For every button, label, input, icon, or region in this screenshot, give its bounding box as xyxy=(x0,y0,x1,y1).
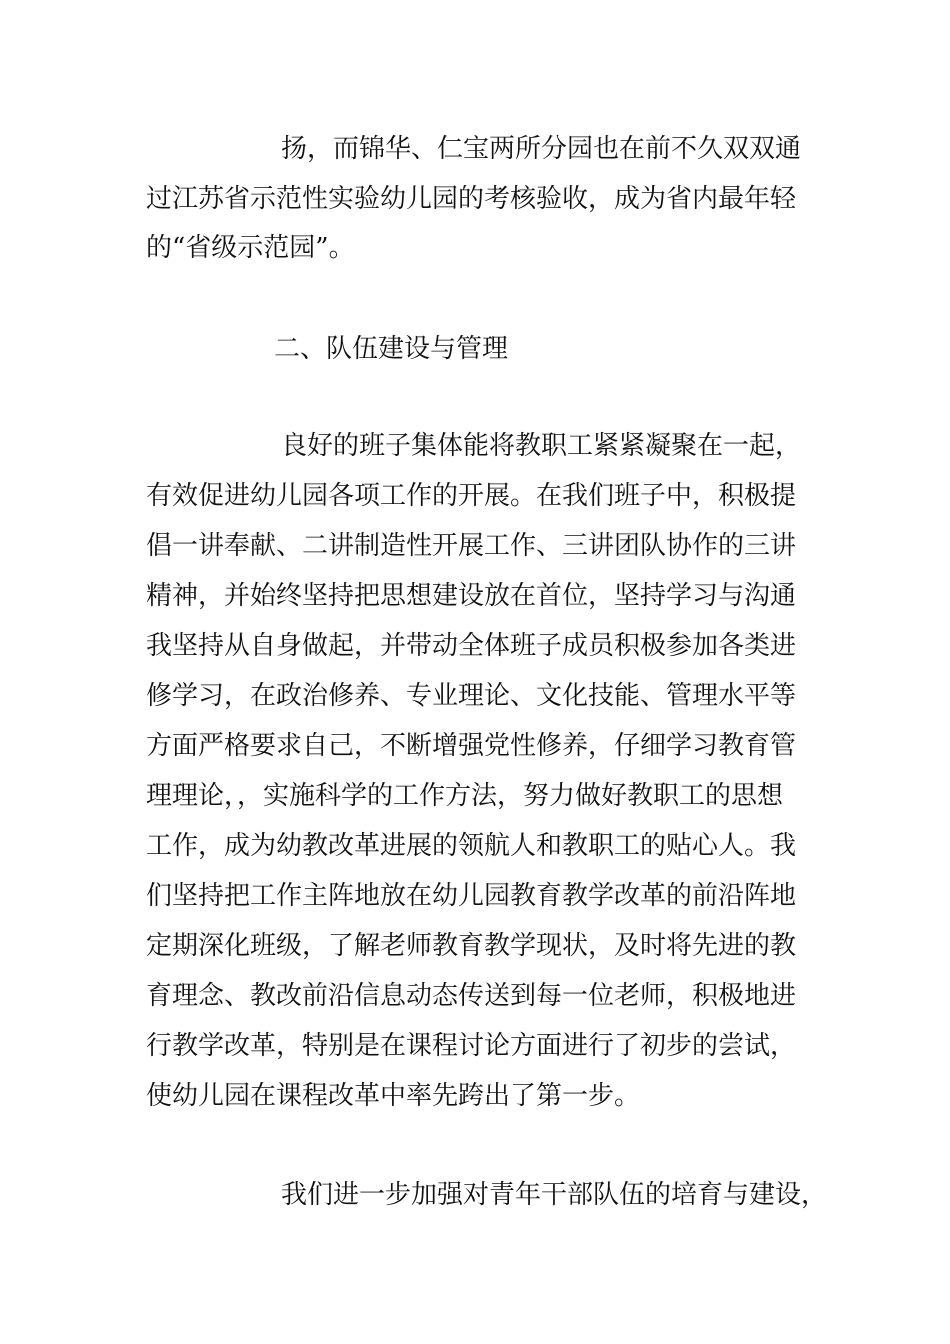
paragraph-2-line-1: 良好的班子集体能将教职工紧紧凝聚在一起， xyxy=(281,431,802,461)
paragraph-3-line-1: 我们进一步加强对青年干部队伍的培育与建设， xyxy=(281,1180,828,1210)
paragraph-2-line-2: 有效促进幼儿园各项工作的开展。在我们班子中，积极提 xyxy=(146,481,797,511)
paragraph-2-line-7: 方面严格要求自己，不断增强党性修养，仔细学习教育管 xyxy=(146,731,797,761)
paragraph-2-line-13: 行教学改革，特别是在课程讨论方面进行了初步的尝试， xyxy=(146,1031,797,1061)
paragraph-2-line-11: 定期深化班级，了解老师教育教学现状，及时将先进的教 xyxy=(146,931,797,961)
section-heading: 二、队伍建设与管理 xyxy=(274,334,509,364)
paragraph-2-line-12: 育理念、教改前沿信息动态传送到每一位老师，积极地进 xyxy=(146,981,797,1011)
paragraph-1-line-2: 过江苏省示范性实验幼儿园的考核验收，成为省内最年轻 xyxy=(146,184,797,214)
paragraph-2-line-5: 我坚持从自身做起，并带动全体班子成员积极参加各类进 xyxy=(146,631,797,661)
paragraph-2-line-8: 理理论，，实施科学的工作方法，努力做好教职工的思想 xyxy=(146,781,784,811)
paragraph-2-line-6: 修学习，在政治修养、专业理论、文化技能、管理水平等 xyxy=(146,681,797,711)
paragraph-2-line-10: 们坚持把工作主阵地放在幼儿园教育教学改革的前沿阵地 xyxy=(146,881,797,911)
paragraph-1-line-3: 的“省级示范园”。 xyxy=(146,233,355,263)
paragraph-1-line-1: 扬，而锦华、仁宝两所分园也在前不久双双通 xyxy=(281,134,802,164)
paragraph-2-line-3: 倡一讲奉献、二讲制造性开展工作、三讲团队协作的三讲 xyxy=(146,531,797,561)
paragraph-2-line-14: 使幼儿园在课程改革中率先跨出了第一步。 xyxy=(146,1081,641,1111)
paragraph-2-line-4: 精神，并始终坚持把思想建设放在首位，坚持学习与沟通 xyxy=(146,581,797,611)
paragraph-2-line-9: 工作，成为幼教改革进展的领航人和教职工的贴心人。我 xyxy=(146,831,797,861)
